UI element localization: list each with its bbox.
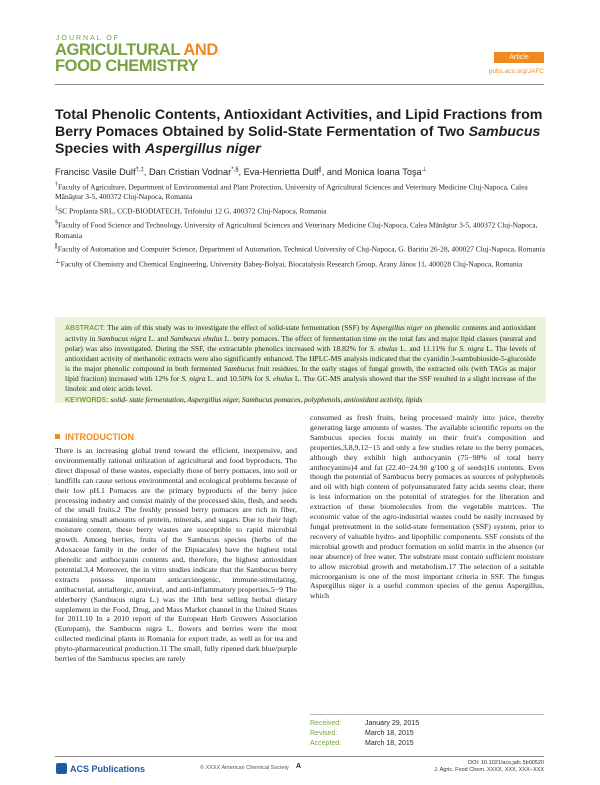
- acs-logo-icon: [56, 763, 67, 774]
- doi-link[interactable]: DOI: 10.1021/acs.jafc.5b00520: [468, 760, 544, 766]
- affiliation-symbol: §: [55, 220, 58, 227]
- affiliation-text: Faculty of Food Science and Technology, University of Agricultural Sciences and Veterinary Medicine Cluj-Napoca, Calea Mănăştur 3-5, 400372 Cluj-Napoca, Romania: [55, 220, 538, 240]
- affiliation-item: [55, 181, 545, 202]
- affiliation-item: [55, 205, 545, 216]
- intro-right-column: [310, 413, 544, 601]
- affiliation-item: [55, 243, 545, 254]
- affiliation-text: SC Proplanta SRL, CCD-BIODIATECH, Trifoiului 12 G, 400372 Cluj-Napoca, Romania: [58, 206, 327, 216]
- accepted-date: Accepted: March 18, 2015: [310, 740, 414, 747]
- author-name[interactable]: Francisc Vasile Dulf: [55, 167, 136, 178]
- intro-heading: INTRODUCTION: [55, 432, 134, 442]
- doi-citation: [434, 760, 544, 774]
- affiliation-symbol: ⊥: [55, 258, 61, 265]
- section-square-icon: [55, 434, 60, 439]
- abstract-text: ABSTRACT: The aim of this study was to investigate the effect of solid-state fermentation (SSF) by Aspergillus niger on phenolic contents and antioxidant activity in Sambucus nigra L. and Sambucus ebulus L. berry pomaces. The effect of fermentation time on the total fats and major lipid classes (neutral and polar) was also investigated. During the SSF, the extractable phenolics increased with 18.82% for S. ebulus L. and 11.11% for S. nigra L. The levels of antioxidant activity of methanolic extracts were also significantly enhanced. The HPLC-MS analysis indicated that the cyanidin 3-sambubioside-5-glucoside is the major phenolic compound in both fermented Sambucus fruit residues. In the early stages of fungal growth, the extracted oils (with TAGs as major lipid fraction) increased with 12% for S. nigra L. and 10.50% for S. ebulus L. The GC-MS analysis showed that the SSF resulted in a slight increase of the linoleic and oleic acids level.: [65, 323, 537, 393]
- affiliation-symbol: †: [55, 182, 58, 188]
- footer-divider: [55, 756, 544, 757]
- author-affiliation-marker: ⊥: [421, 167, 427, 173]
- intro-paragraph: There is an increasing global trend toward the efficient, inexpensive, and environmentally rational utilization of agricultural and food byproducts. The direct disposal of these wastes, especially those of berry pomaces, into soil or landfills can cause serious environmental and ecological problems because of their low pH.1 Pomaces are the primary byproducts of the berry juice processing industry and consist mainly of the processed skin, flesh, and seeds of the small fruits.2 The freshly pressed berry pomaces are rich in fiber, containing small amounts of protein, minerals, and sugars. Due to their high moisture content, these berry wastes are susceptible to rapid microbial growth. Among berries, fruits of the Sambucus species (herbs of the Adoxaceae family in the order of the Dipsacales) have the highest total phenolic and anthocyanin contents and, therefore, the highest antioxidant potential.3,4 Moreover, the in vitro studies indicate that the Sambucus berry extracts possess important anticarcinogenic, immune-stimulating, antibacterial, antiallergic, antiviral, and anti-inflammatory properties.5−9 The elderberry (Sambucus nigra L.) was the 18th best selling herbal dietary supplement in the Food, Drug, and Mass Market channel in the United States for 2011.10 In a 2010 report of the European Herb Growers Association (Europam), the Sambucus nigra L. flowers and berries were the most collected medicinal plants in Romania for export trade, as well as for tea and phyto-pharmaceutical production.11 The small, fully ripened dark blue/purple berries of the Sambucus species are rarely: [55, 446, 297, 664]
- affiliation-list: [55, 181, 545, 272]
- publication-dates: [310, 714, 544, 749]
- journal-title-line1: AGRICULTURAL AND: [55, 41, 218, 59]
- affiliation-item: [55, 258, 545, 269]
- journal-title-line2: FOOD CHEMISTRY: [55, 57, 199, 75]
- affiliation-text: Faculty of Chemistry and Chemical Engineering, University Babeş-Bolyai, Biocatalysis Research Group, Arany János 11, 400028 Cluj-Napoca, Romania: [60, 259, 523, 269]
- page-number: A: [296, 763, 302, 770]
- author-separator: , and: [321, 167, 345, 178]
- article-type-badge: Article: [494, 52, 544, 63]
- affiliation-symbol: ‡: [55, 206, 58, 213]
- affiliation-text: Faculty of Automation and Computer Science, Department of Automation, Technical University of Cluj-Napoca, G. Baritiu 26-28, 400027 Cluj-Napoca, Romania: [57, 244, 545, 254]
- affiliation-item: [55, 219, 545, 240]
- intro-paragraph: consumed as fresh fruits, being processed mainly into juice, thereby generating large amounts of wastes. The available scientific reports on the Sambucus species focus mainly on their fruit's composition and properties,3,8,9,12−15 and only a few studies relate to the berry pomaces, although they exhibit high anthocyanin (75−98% of total berry anthocyanins)4 and fat (22.40−24.90 g/100 g of seeds)16 contents. Even though the potential of Sambucus berry pomaces as sources of polyphenols and oil with high content of polyunsaturated fatty acids seems clear, there is less information on the potential of strategies for the liberation and extraction of these biomolecules from the vegetable matrices. The economic value of the agro-industrial wastes could be easily increased by fungal pretreatment in the solid-state fermentation (SSF) system, prior to recovery of valuable hydro- and lipophilic components. SSF consists of the microbial growth and product formation on solid matrix in the absence (or near absence) of free water. The substrate must contain sufficient moisture to allow microbial growth and metabolism.17 The selection of a suitable microorganism is one of the most important criteria in SSF. The fungus Aspergillus niger is a useful common species of the genus Aspergillus, which: [310, 413, 544, 601]
- author-separator: ,: [238, 167, 244, 178]
- author-name[interactable]: Dan Cristian Vodnar: [148, 167, 232, 178]
- author-affiliation-marker: ∥: [318, 167, 322, 173]
- author-list: [55, 166, 545, 177]
- journal-url-link[interactable]: pubs.acs.org/JAFC: [488, 68, 544, 75]
- journal-citation: J. Agric. Food Chem. XXXX, XXX, XXX−XXX: [434, 767, 544, 773]
- copyright-notice: © XXXX American Chemical Society: [200, 765, 289, 771]
- affiliation-symbol: ∥: [55, 244, 58, 251]
- intro-left-column: [55, 446, 297, 664]
- author-separator: ,: [143, 167, 149, 178]
- received-date: Received: January 29, 2015: [310, 720, 420, 727]
- paper-title: Total Phenolic Contents, Antioxidant Activities, and Lipid Fractions from Berry Pomaces Obtained by Solid-State Fermentation of Two Sambucus Species with Aspergillus niger: [55, 107, 543, 157]
- acs-publications-logo[interactable]: ACS Publications: [56, 763, 145, 774]
- author-affiliation-marker: *,§: [231, 167, 239, 173]
- revised-date: Revised: March 18, 2015: [310, 730, 414, 737]
- header-divider: [55, 84, 544, 85]
- author-name[interactable]: Eva-Henrietta Dulf: [243, 167, 319, 178]
- affiliation-text: Faculty of Agriculture, Department of Environmental and Plant Protection, University of Agricultural Sciences and Veterinary Medicine Cluj-Napoca, Calea Mănăştur 3-5, 400372 Cluj-Napoca, Romania: [55, 182, 528, 202]
- author-name[interactable]: Monica Ioana Toşa: [344, 167, 422, 178]
- journal-label-small: JOURNAL OF: [56, 35, 121, 42]
- author-affiliation-marker: †,‡: [135, 167, 144, 173]
- keywords: KEYWORDS: solid- state fermentation, Aspergillus niger, Sambucus pomaces, polyphenols, antioxidant activity, lipids: [65, 395, 423, 404]
- abstract-box: [55, 317, 546, 403]
